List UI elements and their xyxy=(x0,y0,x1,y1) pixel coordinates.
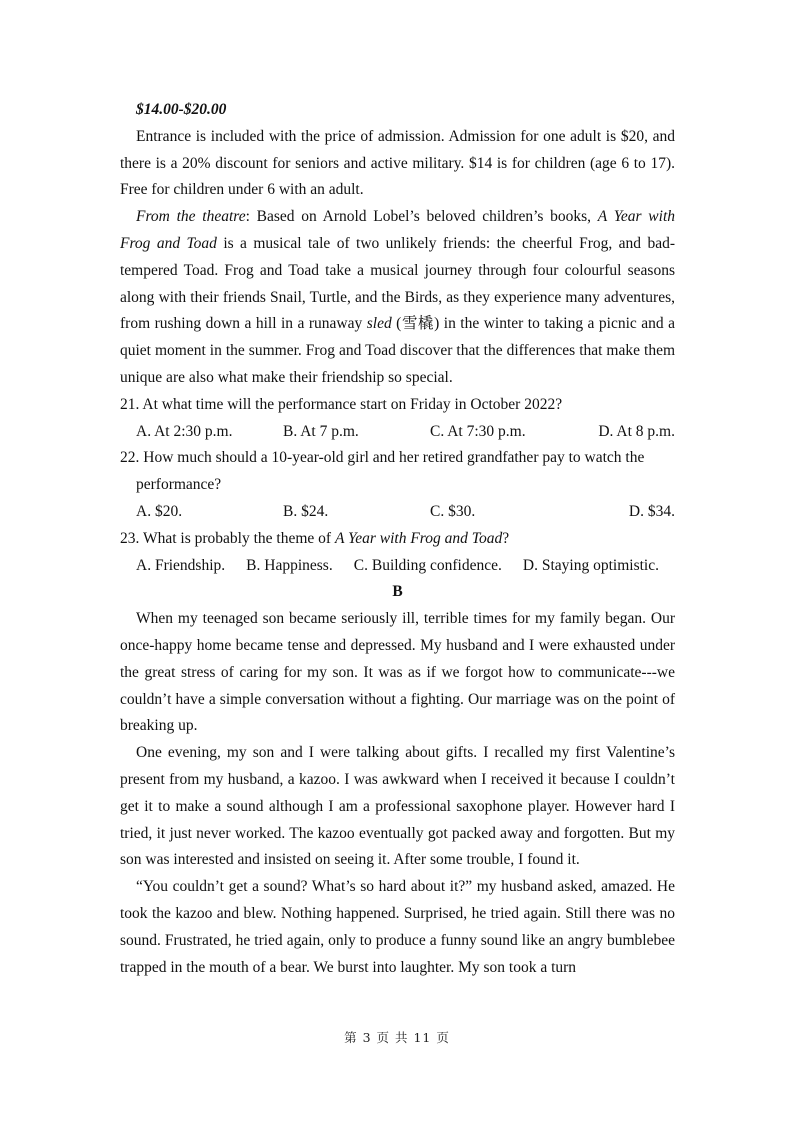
admission-paragraph: Entrance is included with the price of admission. Admission for one adult is $20, and there is a 20% discount for seniors and active military. $14 is for children (age 6 to 17). Free for children under 6 with an adult. xyxy=(120,127,675,199)
option-b: B. At 7 p.m. xyxy=(283,422,359,440)
theatre-paragraph xyxy=(120,204,675,392)
price-heading: $14.00-$20.00 xyxy=(136,101,227,118)
option-c: C. Building confidence. xyxy=(353,556,502,574)
question-21-options xyxy=(120,419,675,446)
question-23-text-after: ? xyxy=(502,529,510,547)
passage-b-paragraph-1: When my teenaged son became seriously ill, terrible times for my family began. Our once-happy home became tense and depressed. My husband and I were exhausted under the great stress of caring for my son. It was as if we forgot how to communicate---we couldn’t have a simple conversation without a fighting. Our marriage was on the point of breaking up. xyxy=(120,610,675,735)
question-22: 22. How much should a 10-year-old girl and her retired grandfather pay to watch the performance? xyxy=(120,449,645,494)
question-23-title: A Year with Frog and Toad xyxy=(334,529,503,547)
question-23-text-before: 23. What is probably the theme of xyxy=(120,529,335,547)
question-22-options xyxy=(120,499,675,526)
option-d: D. $34. xyxy=(628,502,675,520)
theatre-text-3: (雪橇) in the winter to taking a picnic and a quiet moment in the summer. Frog and Toad discover that the differences that make them unique are also what make their friendship so special. xyxy=(120,315,675,386)
question-23-options xyxy=(120,553,675,580)
option-a: A. $20. xyxy=(136,502,183,520)
section-b-heading: B xyxy=(392,583,403,601)
question-23 xyxy=(120,526,675,553)
passage-b-paragraph-2: One evening, my son and I were talking about gifts. I recalled my first Valentine’s present from my husband, a kazoo. I was awkward when I received it because I couldn’t get it to make a sound although I am a professional saxophone player. However hard I tried, it just never worked. The kazoo eventually got packed away and forgotten. But my son was interested and insisted on seeing it. After some trouble, I found it. xyxy=(120,744,675,869)
document-page xyxy=(120,97,675,981)
page-footer: 第 3 页 共 11 页 xyxy=(344,1030,450,1045)
option-d: D. Staying optimistic. xyxy=(522,556,659,574)
option-b: B. Happiness. xyxy=(246,556,333,574)
option-c: C. $30. xyxy=(430,502,476,520)
option-d: D. At 8 p.m. xyxy=(598,422,675,440)
sled-word: sled xyxy=(366,315,392,333)
option-a: A. At 2:30 p.m. xyxy=(136,422,233,440)
option-c: C. At 7:30 p.m. xyxy=(430,422,526,440)
option-a: A. Friendship. xyxy=(136,556,226,574)
question-21: 21. At what time will the performance start on Friday in October 2022? xyxy=(120,395,563,413)
passage-b-paragraph-3: “You couldn’t get a sound? What’s so hard about it?” my husband asked, amazed. He took the kazoo and blew. Nothing happened. Surprised, he tried again. Still there was no sound. Frustrated, he tried again, only to produce a funny sound like an angry bumblebee trapped in the mouth of a bear. We burst into laughter. My son took a turn xyxy=(120,878,675,976)
theatre-label: From the theatre xyxy=(136,208,246,226)
show-title: A Year with Frog and Toad xyxy=(120,208,676,252)
theatre-text-1: : Based on Arnold Lobel’s beloved children’s books, xyxy=(245,208,598,226)
theatre-text-2: is a musical tale of two unlikely friends: the cheerful Frog, and bad-tempered Toad. Frog and Toad take a musical journey through four colourful seasons along with their friends Snail, Turtle, and the Birds, as they experience many adventures, from rushing down a hill in a runaway xyxy=(120,234,675,333)
option-b: B. $24. xyxy=(283,502,329,520)
